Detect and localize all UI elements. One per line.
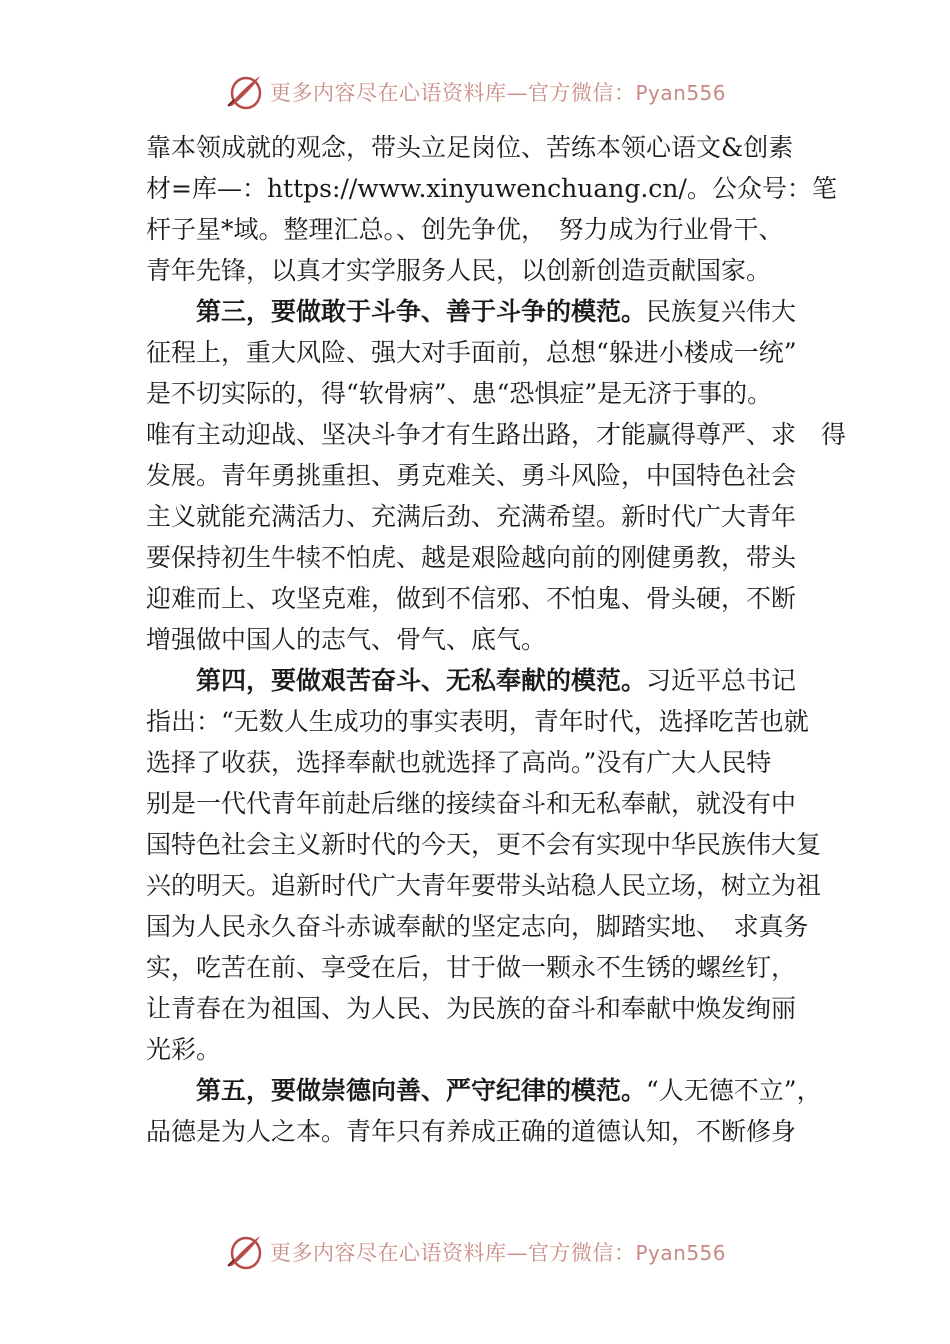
text-line: “人无德不立”，: [646, 1076, 822, 1105]
text-line: 是不切实际的，得“软骨病”、患“恐惧症”是无济于事的。: [146, 379, 773, 408]
text-line: 国为人民永久奋斗赤诚奉献的坚定志向，脚踏实地、 求真务: [146, 912, 809, 941]
banner-text: 更多内容尽在心语资料库—官方微信：Pyan556: [269, 81, 726, 105]
text-line: 材=库—：https://www.xinyuwenchuang.cn/。公众号：笔: [146, 174, 837, 203]
quill-pen-logo-icon: [224, 72, 264, 112]
header-banner: [0, 72, 950, 112]
text-line: 主义就能充满活力、充满后劲、充满希望。新时代广大青年: [146, 502, 797, 531]
paragraph-4: [146, 660, 826, 1070]
text-line: 选择了收获，选择奉献也就选择了高尚。”没有广大人民特: [146, 748, 772, 777]
text-line: 靠本领成就的观念，带头立足岗位、苦练本领心语文&创素: [146, 133, 794, 162]
text-line: 指出：“无数人生成功的事实表明，青年时代，选择吃苦也就: [146, 707, 809, 736]
text-line: 迎难而上、攻坚克难，做到不信邪、不怕鬼、骨头硬，不断: [146, 584, 797, 613]
wechat-id: Pyan556: [635, 81, 726, 105]
text-line: 让青春在为祖国、为人民、为民族的奋斗和奉献中焕发绚丽: [146, 994, 797, 1023]
text-line: 杆子星*域。整理汇总。、创先争优， 努力成为行业骨干、: [146, 215, 784, 244]
section-heading-4: 第四，要做艰苦奋斗、无私奉献的模范。: [196, 666, 647, 695]
text-line: 青年先锋，以真才实学服务人民，以创新创造贡献国家。: [146, 256, 772, 285]
section-heading-5: 第五，要做崇德向善、严守纪律的模范。: [196, 1076, 647, 1105]
paragraph-5: [146, 1070, 826, 1152]
quill-pen-logo-icon: [224, 1232, 264, 1272]
text-line: 实，吃苦在前、享受在后，甘于做一颗永不生锈的螺丝钉，: [146, 953, 797, 982]
text-line: 品德是为人之本。青年只有养成正确的道德认知，不断修身: [146, 1117, 797, 1146]
text-line: 国特色社会主义新时代的今天，更不会有实现中华民族伟大复: [146, 830, 822, 859]
footer-banner: [0, 1232, 950, 1272]
text-line: 别是一代代青年前赴后继的接续奋斗和无私奉献，就没有中: [146, 789, 797, 818]
document-body: [146, 127, 847, 1152]
text-line: 发展。青年勇挑重担、勇克难关、勇斗风险，中国特色社会: [146, 461, 797, 490]
section-heading-3: 第三，要做敢于斗争、善于斗争的模范。: [196, 297, 647, 326]
banner-text: 更多内容尽在心语资料库—官方微信：Pyan556: [269, 1241, 726, 1265]
paragraph-1: [146, 127, 837, 291]
text-line: 习近平总书记: [646, 666, 797, 695]
paragraph-3: [146, 291, 847, 660]
text-line: 光彩。: [146, 1035, 222, 1064]
text-line: 民族复兴伟大: [646, 297, 797, 326]
text-line: 增强做中国人的志气、骨气、底气。: [146, 625, 547, 654]
wechat-id: Pyan556: [635, 1241, 726, 1265]
text-line: 征程上，重大风险、强大对手面前，总想“躲进小楼成一统”: [146, 338, 797, 367]
text-line: 唯有主动迎战、坚决斗争才有生路出路，才能赢得尊严、求 得: [146, 420, 847, 449]
text-line: 兴的明天。追新时代广大青年要带头站稳人民立场，树立为祖: [146, 871, 822, 900]
text-line: 要保持初生牛犊不怕虎、越是艰险越向前的刚健勇教，带头: [146, 543, 797, 572]
